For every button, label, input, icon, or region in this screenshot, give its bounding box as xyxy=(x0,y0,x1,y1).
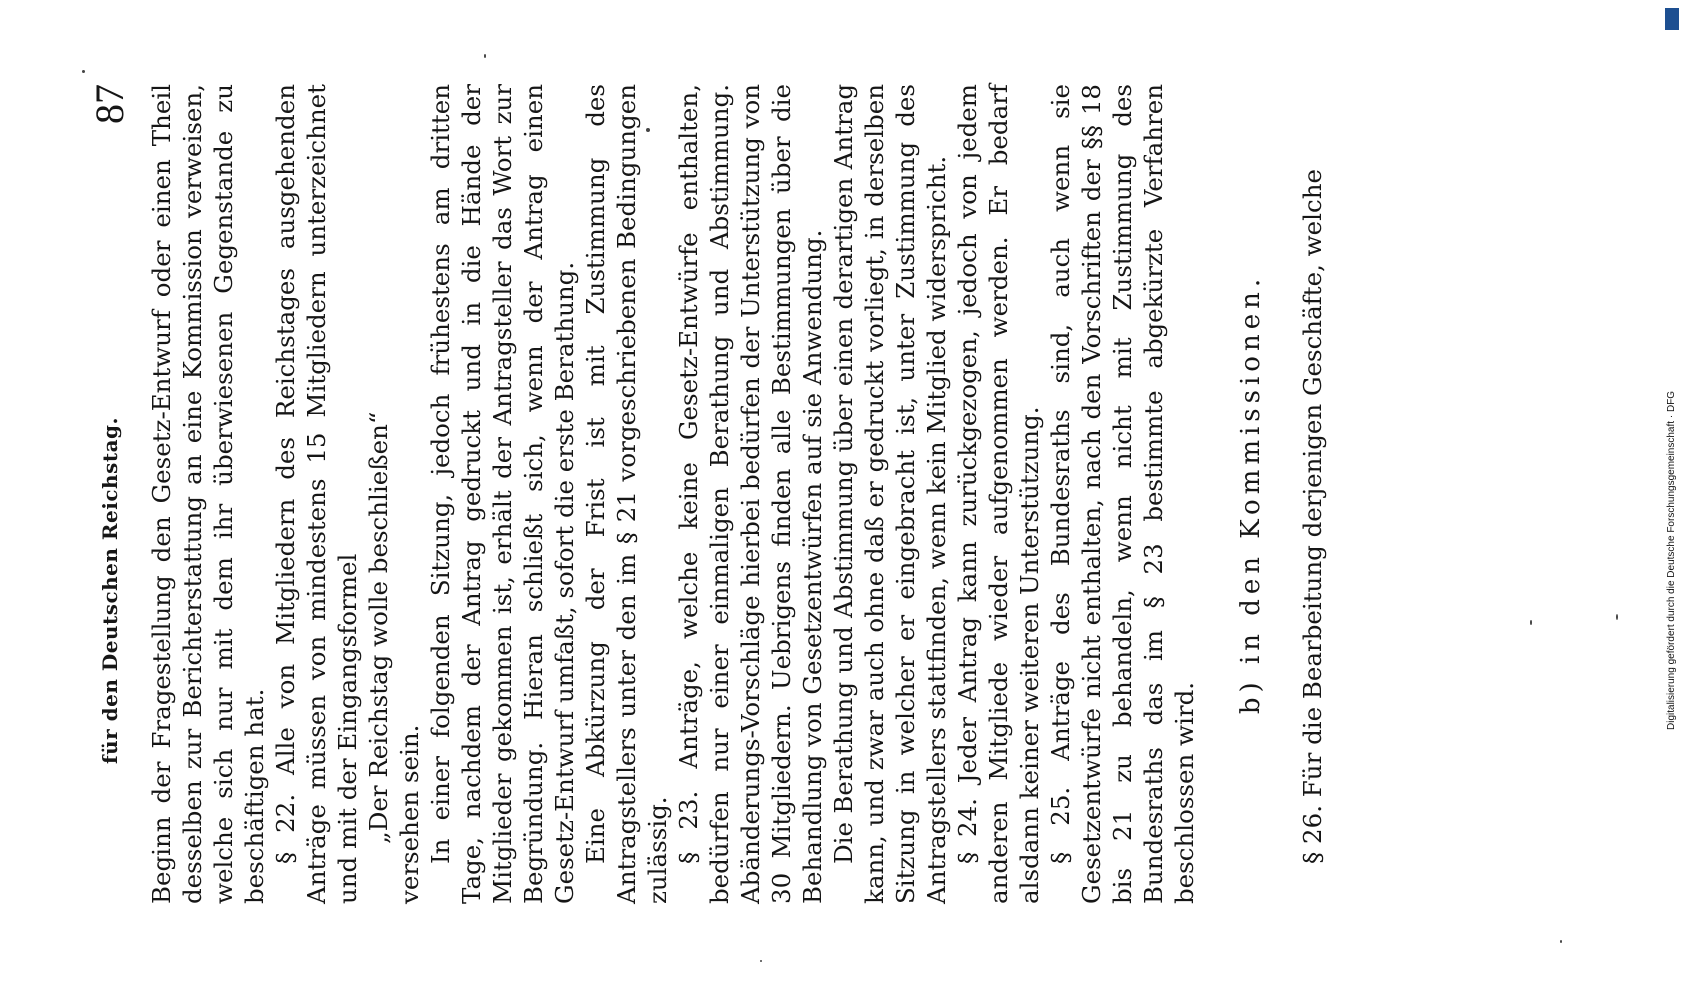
rotated-page-content xyxy=(87,84,1454,904)
paragraph-section-25: § 25. Anträge des Bundesraths sind, auch wenn sie Gesetzentwürfe nicht enthalten, nach den Vorschriften der §§ 18 bis 21 zu behandeln, wenn nicht mit Zustimmung des Bundesraths das im § 23 bestimmte abgekürzte Verfahren beschlossen wird. xyxy=(1046,84,1199,904)
paragraph-section-26: § 26. Für die Bearbeitung derjenigen Geschäfte, welche xyxy=(1298,169,1327,864)
paragraph: versehen sein. xyxy=(395,724,424,904)
scan-speck xyxy=(82,70,85,73)
paragraph: Die Berathung und Abstimmung über einen derartigen Antrag kann, und zwar auch ohne daß er gedruckt vorliegt, in derselben Sitzung in welcher er eingebracht ist, unter Zustimmung des Antragstellers stattfinden, wenn kein Mitglied widerspricht. xyxy=(829,84,951,904)
running-head xyxy=(87,84,134,904)
scan-speck xyxy=(760,960,762,962)
scan-speck xyxy=(484,54,486,58)
paragraph: Eine Abkürzung der Frist ist mit Zustimmung des Antragstellers unter den im § 21 vorgeschriebenen Bedingungen zulässig. xyxy=(581,84,672,904)
paragraph-section-22: § 22. Alle von Mitgliedern des Reichstages ausgehenden Anträge müssen von mindestens 15 Mitgliedern unterzeichnet und mit der Eingangsformel xyxy=(271,84,362,904)
subheading: b) in den Kommissionen. xyxy=(1236,273,1266,715)
scan-speck xyxy=(646,128,650,132)
header-title: für den Deutschen Reichstag. xyxy=(98,417,122,764)
scan-speck xyxy=(1530,620,1532,625)
paragraph: In einer folgenden Sitzung, jedoch frühestens am dritten Tage, nachdem der Antrag gedruckt und in die Hände der Mitglieder gekommen ist, erhält der Antragsteller das Wort zur Begründung. Hieran schließt sich, wenn der Antrag einen Gesetz-Entwurf umfaßt, sofort die erste Berathung. xyxy=(426,84,579,904)
scan-speck xyxy=(1616,614,1618,620)
paragraph-section-23: § 23. Anträge, welche keine Gesetz-Entwürfe enthalten, bedürfen nur einer einmaligen Berathung und Abstimmung. Abänderungs-Vorschläge hierbei bedürfen der Unterstützung von 30 Mitgliedern. Uebrigens finden alle Bestimmungen über die Behandlung von Gesetzentwürfen auf sie Anwendung. xyxy=(674,84,827,904)
body-text xyxy=(146,84,1328,904)
page-number: 87 xyxy=(87,84,132,124)
scan-speck xyxy=(1560,940,1562,943)
paragraph-section-24: § 24. Jeder Antrag kann zurückgezogen, jedoch von jedem anderen Mitgliede wieder aufgenommen werden. Er bedarf alsdann keiner weiteren Unterstützung. xyxy=(953,84,1044,904)
quoted-formula: „Der Reichstag wolle beschließen“ xyxy=(364,411,393,844)
dfg-note-text: Digitalisierung gefördert durch die Deutsche Forschungsgemeinschaft · DFG xyxy=(1666,390,1677,730)
paragraph: Beginn der Fragestellung den Gesetz-Entwurf oder einen Theil desselben zur Berichterstattung an eine Kommission verweisen, welche sich nur mit dem ihr überwiesenen Gegenstande zu beschäftigen hat. xyxy=(147,84,269,904)
dfg-note xyxy=(1666,10,1682,730)
